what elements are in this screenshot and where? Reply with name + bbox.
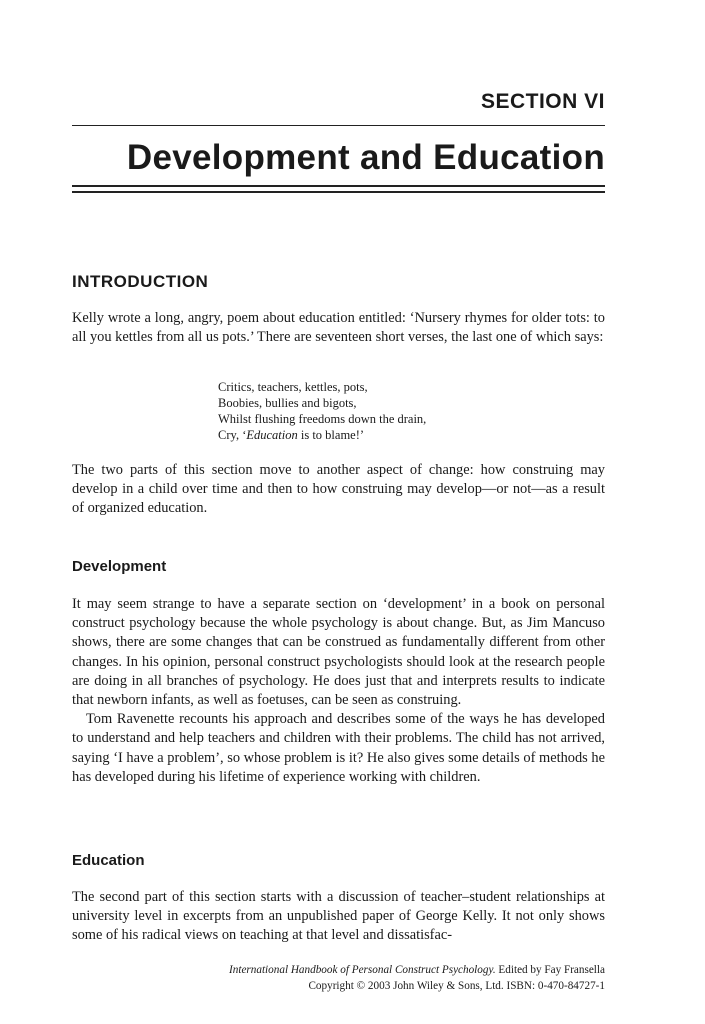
poem-line-3: Whilst flushing freedoms down the drain, bbox=[218, 412, 427, 426]
intro-paragraph-1 bbox=[72, 309, 605, 347]
copyright-footer bbox=[229, 962, 605, 994]
title-rule-upper bbox=[72, 185, 605, 187]
development-paragraph-2: Tom Ravenette recounts his approach and describes some of the ways he has developed to understand and help teachers and children with their problems. The child has not arrived, saying ‘I have a problem’, so whose problem is it? He also gives some details of methods he has developed during his lifetime of experience working with children. bbox=[72, 711, 605, 785]
introduction-heading: INTRODUCTION bbox=[72, 272, 209, 291]
footer-copyright: Copyright © 2003 John Wiley & Sons, Ltd. ISBN: 0-470-84727-1 bbox=[308, 980, 605, 992]
section-title: Development and Education bbox=[126, 138, 605, 177]
poem-line-2: Boobies, bullies and bigots, bbox=[218, 396, 357, 410]
footer-book-title: International Handbook of Personal Construct Psychology. bbox=[229, 964, 496, 976]
intro-paragraph-2-text: The two parts of this section move to another aspect of change: how construing may develop in a child over time and then to how construing may develop—or not—as a result of organized education. bbox=[72, 462, 605, 517]
top-rule bbox=[72, 125, 605, 126]
development-body bbox=[72, 595, 605, 787]
poem-excerpt bbox=[218, 379, 426, 443]
intro-paragraph-2 bbox=[72, 461, 605, 519]
poem-line-4 bbox=[218, 427, 426, 443]
poem-line-1: Critics, teachers, kettles, pots, bbox=[218, 380, 368, 394]
development-heading: Development bbox=[72, 558, 167, 575]
education-heading: Education bbox=[72, 852, 145, 869]
footer-editor: Edited by Fay Fransella bbox=[495, 964, 605, 976]
title-rule-lower bbox=[72, 191, 605, 193]
education-body bbox=[72, 888, 605, 946]
poem-line-4-emphasis: Education bbox=[246, 428, 298, 442]
development-paragraph-1: It may seem strange to have a separate section on ‘development’ in a book on personal construct psychology because the whole psychology is about change. But, as Jim Mancuso shows, there are some changes that can be construed as fundamentally different from other changes. In his opinion, personal construct psychologists should look at the research people are doing in all branches of psychology. He does just that and interprets results to indicate that newborn infants, as well as foetuses, can be seen as construing. bbox=[72, 596, 605, 709]
education-paragraph-1: The second part of this section starts with a discussion of teacher–student relationships at university level in excerpts from an unpublished paper of George Kelly. It not only shows some of his radical views on teaching at that level and dissatisfac- bbox=[72, 889, 605, 944]
poem-line-4-start: Cry, ‘ bbox=[218, 428, 247, 442]
intro-paragraph-1-text: Kelly wrote a long, angry, poem about education entitled: ‘Nursery rhymes for older tots: to all you kettles from all us pots.’ There are seventeen short verses, the last one of which says: bbox=[72, 310, 605, 346]
section-label: SECTION VI bbox=[480, 90, 605, 113]
footer-line-1 bbox=[229, 962, 605, 978]
poem-line-4-end: is to blame!’ bbox=[297, 428, 365, 442]
